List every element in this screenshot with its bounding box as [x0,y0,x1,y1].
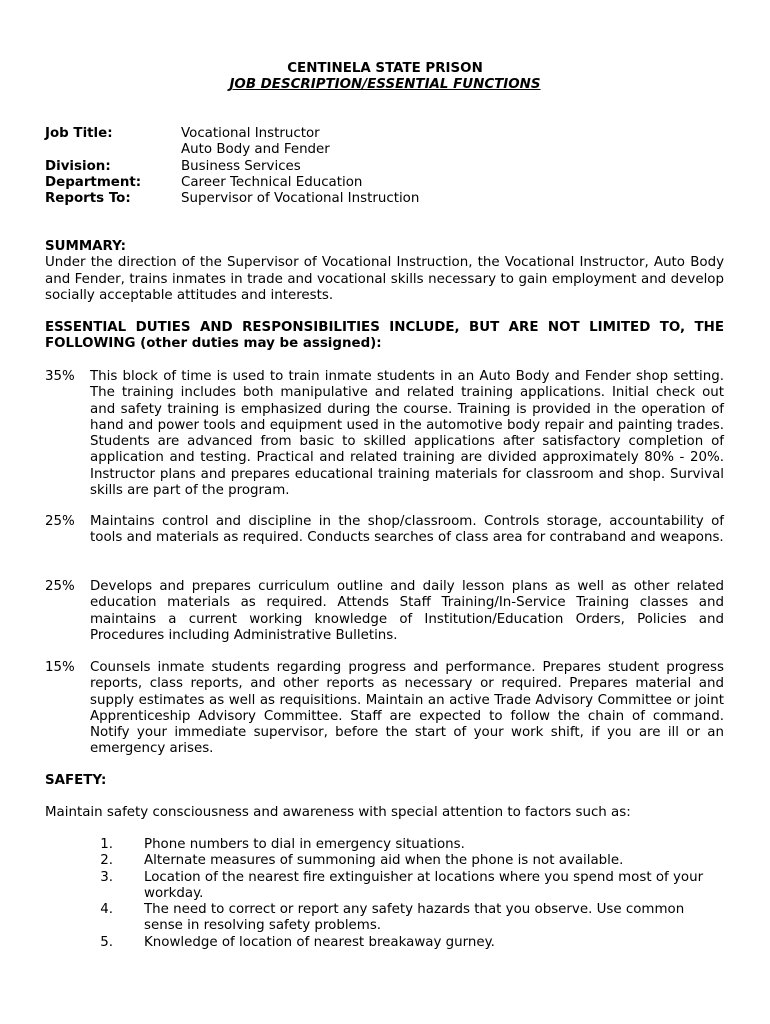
list-item [45,837,724,853]
safety-intro: Maintain safety consciousness and awareness with special attention to factors such as: [45,805,631,820]
duty-percent: 35% [45,369,75,384]
duty-item [45,660,724,758]
division-row [45,159,725,175]
list-number: 2. [100,853,113,869]
list-item [45,902,724,935]
job-title-row-2 [45,142,725,158]
duty-text: Develops and prepares curriculum outline and daily lesson plans as well as other related education materials as required. Attends Staff Training/In-Service Training classes and maintains a current working knowledge of Institution/Education Orders, Policies and Procedures including Administrative Bulletins. [90,579,724,643]
job-info-block [45,126,725,207]
duty-text: This block of time is used to train inmate students in an Auto Body and Fender shop setting. The training includes both manipulative and related training applications. Initial check out and safety training is emphasized during the course. Training is provided in the operation of hand and power tools and equipment used in the automotive body repair and painting trades. Students are advanced from basic to skilled applications after satisfactory completion of application and testing. Practical and related training are divided approximately 80% - 20%. Instructor plans and prepares educational training materials for classroom and shop. Survival skills are part of the program. [90,369,724,499]
duty-text: Counsels inmate students regarding progress and performance. Prepares student progress reports, class reports, and other reports as necessary or required. Prepares material and supply estimates as well as requisitions. Maintain an active Trade Advisory Committee or joint Apprenticeship Advisory Committee. Staff are expected to follow the chain of command. Notify your immediate supervisor, before the start of your work shift, if you are ill or an emergency arises. [90,660,724,757]
duties-heading: ESSENTIAL DUTIES AND RESPONSIBILITIES INCLUDE, BUT ARE NOT LIMITED TO, THE FOLLOWING (other duties may be assigned): [45,320,724,352]
document-title: CENTINELA STATE PRISON [287,61,483,76]
duty-percent: 15% [45,660,75,675]
job-title-label: Job Title: [45,126,113,141]
department-label: Department: [45,174,142,190]
job-title-row [45,126,725,142]
duty-percent: 25% [45,579,75,594]
safety-list [45,837,724,951]
department-value: Career Technical Education [181,174,363,190]
summary-text: Under the direction of the Supervisor of Vocational Instruction, the Vocational Instructor, Auto Body and Fender, trains inmates in trade and vocational skills necessary to gain employment and develop socially acceptable attitudes and interests. [45,255,724,303]
reports-to-row [45,191,725,207]
duty-item [45,514,724,547]
duty-text: Maintains control and discipline in the shop/classroom. Controls storage, accountability of tools and materials as required. Conducts searches of class area for contraband and weapons. [90,514,724,546]
list-text: Alternate measures of summoning aid when the phone is not available. [144,853,624,869]
list-number: 3. [100,869,113,885]
list-text: The need to correct or report any safety hazards that you observe. Use common sense in resolving safety problems. [144,902,685,934]
job-title-value: Vocational Instructor [181,126,320,141]
document-header [0,61,770,94]
duty-item [45,369,724,499]
list-number: 5. [100,934,113,950]
department-row [45,175,725,191]
summary-heading: SUMMARY: [45,239,126,254]
list-text: Knowledge of location of nearest breakaway gurney. [144,934,495,950]
duty-item [45,579,724,644]
reports-to-label: Reports To: [45,191,131,207]
list-item [45,870,724,903]
job-title-value-2: Auto Body and Fender [181,142,330,158]
list-text: Phone numbers to dial in emergency situations. [144,837,465,852]
duty-percent: 25% [45,514,75,529]
list-text: Location of the nearest fire extinguisher at locations where you spend most of your workday. [144,869,704,901]
list-number: 4. [100,902,113,918]
list-item [45,853,724,869]
summary-section [45,239,724,304]
list-item [45,935,724,951]
division-label: Division: [45,158,111,174]
document-subtitle: JOB DESCRIPTION/ESSENTIAL FUNCTIONS [229,77,541,93]
list-number: 1. [100,837,113,852]
reports-to-value: Supervisor of Vocational Instruction [181,191,420,207]
division-value: Business Services [181,158,301,174]
safety-heading: SAFETY: [45,773,107,788]
